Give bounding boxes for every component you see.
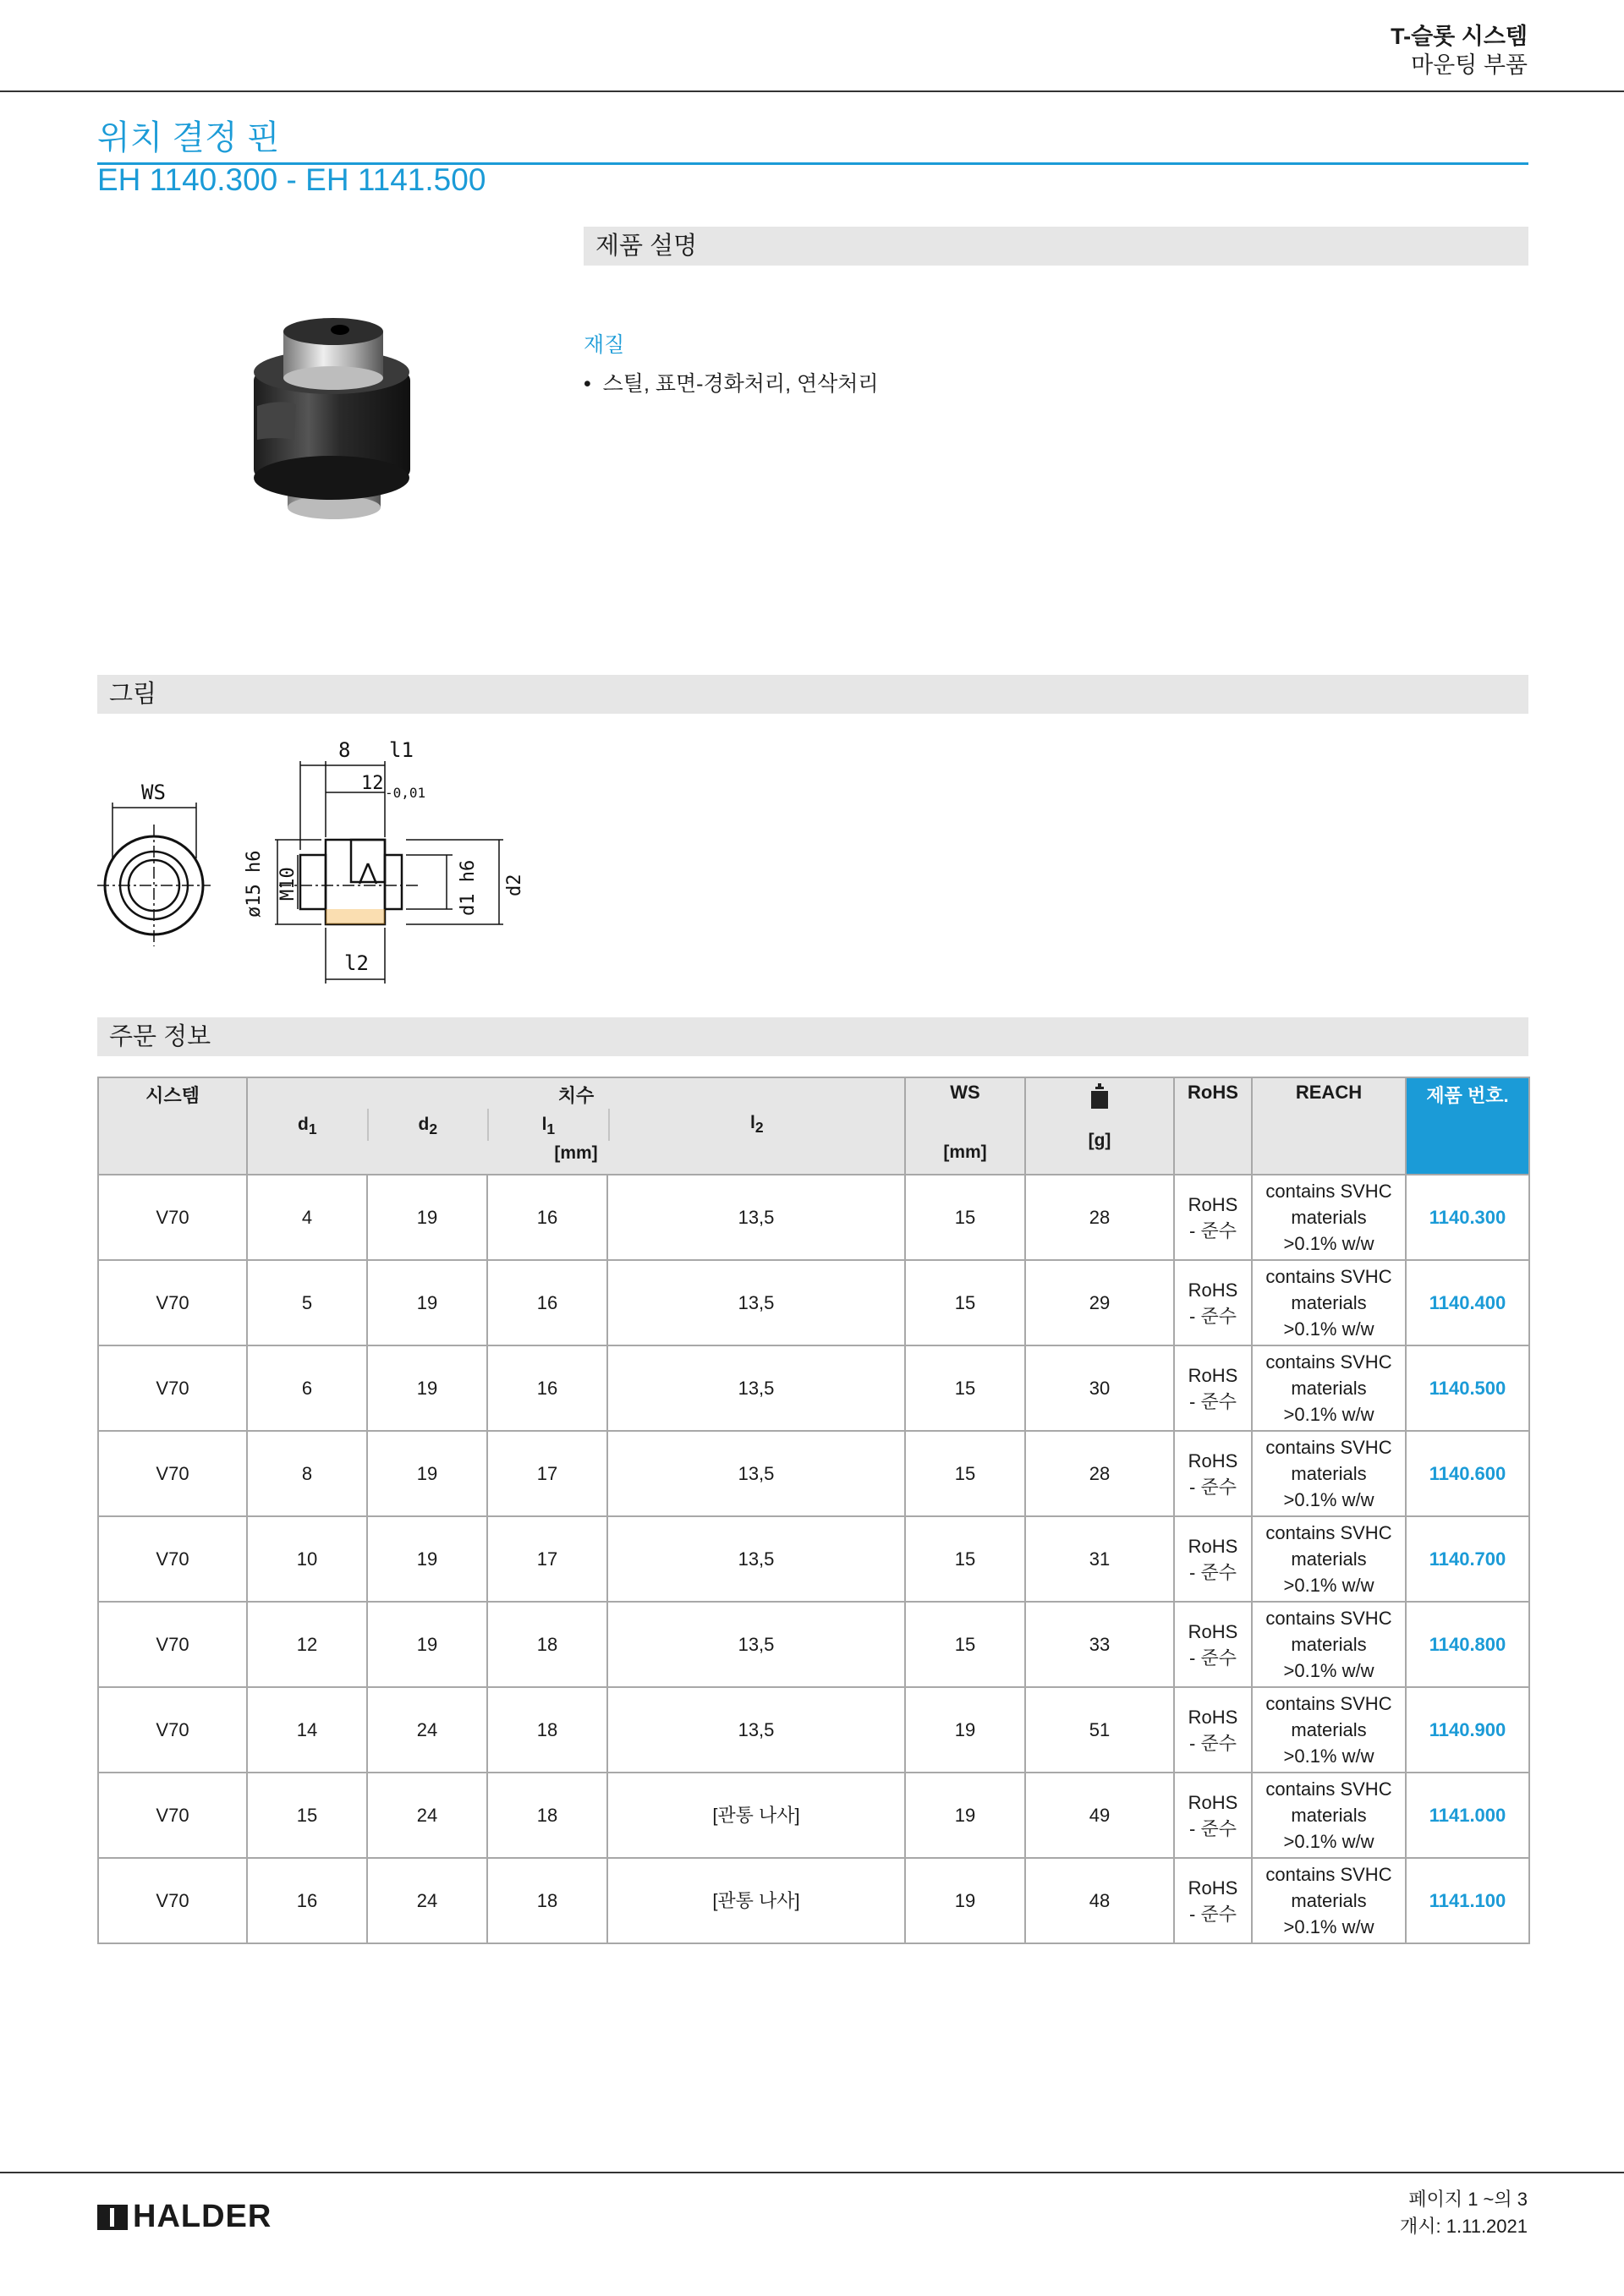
issue-date: 개시: 1.11.2021 bbox=[1400, 2216, 1528, 2237]
cell-ws: 15 bbox=[905, 1260, 1025, 1345]
dimensions-unit: [mm] bbox=[554, 1143, 598, 1163]
ws-label: WS bbox=[141, 781, 166, 804]
header-subcategory: 마운팅 부품 bbox=[1411, 52, 1528, 78]
ws-header-label: WS bbox=[950, 1082, 980, 1103]
figure-heading: 그림 bbox=[97, 675, 1528, 714]
cell-weight: 49 bbox=[1025, 1773, 1174, 1858]
halder-logo-text: HALDER bbox=[133, 2199, 272, 2234]
cell-ws: 19 bbox=[905, 1858, 1025, 1943]
cell-d2: 24 bbox=[367, 1687, 487, 1773]
cell-system: V70 bbox=[98, 1175, 247, 1260]
cell-reach: contains SVHC materials >0.1% w/w bbox=[1252, 1345, 1406, 1431]
cell-l2: [관통 나사] bbox=[607, 1773, 905, 1858]
cell-l2: 13,5 bbox=[607, 1345, 905, 1431]
d1-label: d1 h6 bbox=[458, 859, 479, 916]
l2-label: l2 bbox=[344, 951, 369, 975]
cell-rohs: RoHS - 준수 bbox=[1174, 1431, 1252, 1516]
cell-ws: 19 bbox=[905, 1773, 1025, 1858]
cell-d2: 19 bbox=[367, 1602, 487, 1687]
technical-drawing bbox=[97, 732, 537, 989]
cell-weight: 51 bbox=[1025, 1687, 1174, 1773]
cell-part-no[interactable]: 1140.400 bbox=[1406, 1260, 1529, 1345]
cell-d2: 24 bbox=[367, 1858, 487, 1943]
cell-d1: 6 bbox=[247, 1345, 367, 1431]
table-row bbox=[98, 1858, 1529, 1943]
order-table bbox=[97, 1077, 1530, 1944]
col-l1: $l_1$ bbox=[489, 1109, 610, 1141]
cell-rohs: RoHS - 준수 bbox=[1174, 1345, 1252, 1431]
page-title: 위치 결정 핀 bbox=[97, 119, 280, 156]
cell-d2: 19 bbox=[367, 1260, 487, 1345]
cell-d1: 5 bbox=[247, 1260, 367, 1345]
table-row bbox=[98, 1175, 1529, 1260]
dimensions-label: 치수 bbox=[557, 1085, 595, 1106]
cell-l1: 18 bbox=[487, 1773, 607, 1858]
dim-12-label: 12 bbox=[361, 773, 384, 794]
table-row bbox=[98, 1687, 1529, 1773]
cell-ws: 15 bbox=[905, 1175, 1025, 1260]
cell-l1: 17 bbox=[487, 1431, 607, 1516]
cell-part-no[interactable]: 1140.900 bbox=[1406, 1687, 1529, 1773]
cell-l1: 16 bbox=[487, 1345, 607, 1431]
material-heading: 재질 bbox=[584, 333, 625, 357]
weight-icon bbox=[1090, 1083, 1109, 1109]
cell-weight: 48 bbox=[1025, 1858, 1174, 1943]
cell-part-no[interactable]: 1140.700 bbox=[1406, 1516, 1529, 1602]
header-category: T-슬롯 시스템 bbox=[1391, 24, 1528, 49]
cell-d1: 10 bbox=[247, 1516, 367, 1602]
cell-system: V70 bbox=[98, 1602, 247, 1687]
product-photo bbox=[245, 304, 423, 529]
col-d2: $d_2$ bbox=[369, 1109, 490, 1141]
cell-ws: 15 bbox=[905, 1602, 1025, 1687]
cell-reach: contains SVHC materials >0.1% w/w bbox=[1252, 1773, 1406, 1858]
col-rohs: RoHS bbox=[1174, 1077, 1252, 1175]
cell-d2: 19 bbox=[367, 1516, 487, 1602]
cell-l1: 16 bbox=[487, 1175, 607, 1260]
cell-l2: 13,5 bbox=[607, 1516, 905, 1602]
cell-reach: contains SVHC materials >0.1% w/w bbox=[1252, 1516, 1406, 1602]
page-subtitle: EH 1140.300 - EH 1141.500 bbox=[97, 162, 486, 197]
cell-part-no[interactable]: 1141.000 bbox=[1406, 1773, 1529, 1858]
cell-part-no[interactable]: 1141.100 bbox=[1406, 1858, 1529, 1943]
cell-d1: 16 bbox=[247, 1858, 367, 1943]
weight-unit: [g] bbox=[1088, 1131, 1111, 1150]
tolerance-label: -0,01 bbox=[385, 785, 426, 801]
cell-rohs: RoHS - 준수 bbox=[1174, 1858, 1252, 1943]
col-part-number: 제품 번호. bbox=[1406, 1077, 1529, 1175]
cell-rohs: RoHS - 준수 bbox=[1174, 1516, 1252, 1602]
halder-logo-mark bbox=[97, 2205, 128, 2230]
cell-rohs: RoHS - 준수 bbox=[1174, 1687, 1252, 1773]
cell-l2: [관통 나사] bbox=[607, 1858, 905, 1943]
cell-reach: contains SVHC materials >0.1% w/w bbox=[1252, 1175, 1406, 1260]
d2-label: d2 bbox=[504, 874, 525, 896]
cell-system: V70 bbox=[98, 1773, 247, 1858]
order-info-heading: 주문 정보 bbox=[97, 1017, 1528, 1056]
cell-weight: 33 bbox=[1025, 1602, 1174, 1687]
cell-system: V70 bbox=[98, 1516, 247, 1602]
cell-l1: 18 bbox=[487, 1687, 607, 1773]
header-divider bbox=[0, 90, 1624, 92]
cell-l2: 13,5 bbox=[607, 1431, 905, 1516]
cell-reach: contains SVHC materials >0.1% w/w bbox=[1252, 1687, 1406, 1773]
cell-ws: 15 bbox=[905, 1431, 1025, 1516]
halder-logo bbox=[97, 2199, 272, 2235]
l1-label: l1 bbox=[389, 738, 414, 762]
d15-label: ø15 h6 bbox=[244, 850, 265, 918]
cell-system: V70 bbox=[98, 1345, 247, 1431]
table-row bbox=[98, 1345, 1529, 1431]
cell-l1: 18 bbox=[487, 1602, 607, 1687]
order-table-body bbox=[98, 1175, 1529, 1943]
cell-d2: 19 bbox=[367, 1345, 487, 1431]
cell-d1: 12 bbox=[247, 1602, 367, 1687]
cell-reach: contains SVHC materials >0.1% w/w bbox=[1252, 1431, 1406, 1516]
dimension-subheaders bbox=[248, 1108, 904, 1142]
cell-system: V70 bbox=[98, 1431, 247, 1516]
cell-rohs: RoHS - 준수 bbox=[1174, 1602, 1252, 1687]
cell-rohs: RoHS - 준수 bbox=[1174, 1260, 1252, 1345]
bullet-icon: • bbox=[584, 372, 603, 396]
cell-ws: 19 bbox=[905, 1687, 1025, 1773]
cell-weight: 31 bbox=[1025, 1516, 1174, 1602]
cell-weight: 28 bbox=[1025, 1431, 1174, 1516]
page-info bbox=[1400, 2186, 1528, 2240]
table-row bbox=[98, 1773, 1529, 1858]
material-text: 스틸, 표면-경화처리, 연삭처리 bbox=[602, 372, 879, 396]
cell-l1: 16 bbox=[487, 1260, 607, 1345]
col-ws bbox=[905, 1077, 1025, 1175]
col-dimensions bbox=[247, 1077, 905, 1175]
col-d1: $d_1$ bbox=[248, 1109, 369, 1141]
cell-rohs: RoHS - 준수 bbox=[1174, 1773, 1252, 1858]
cell-d1: 8 bbox=[247, 1431, 367, 1516]
cell-d2: 24 bbox=[367, 1773, 487, 1858]
cell-system: V70 bbox=[98, 1260, 247, 1345]
document-header bbox=[1391, 22, 1528, 79]
table-row bbox=[98, 1516, 1529, 1602]
cell-ws: 15 bbox=[905, 1345, 1025, 1431]
product-description-heading: 제품 설명 bbox=[584, 227, 1528, 266]
footer-divider bbox=[0, 2172, 1624, 2173]
cell-ws: 15 bbox=[905, 1516, 1025, 1602]
material-list-item bbox=[584, 367, 879, 397]
table-row bbox=[98, 1260, 1529, 1345]
cell-weight: 28 bbox=[1025, 1175, 1174, 1260]
table-row bbox=[98, 1431, 1529, 1516]
cell-system: V70 bbox=[98, 1687, 247, 1773]
cell-part-no[interactable]: 1140.600 bbox=[1406, 1431, 1529, 1516]
col-l2: $l_2$ bbox=[750, 1112, 764, 1137]
cell-l2: 13,5 bbox=[607, 1175, 905, 1260]
cell-part-no[interactable]: 1140.500 bbox=[1406, 1345, 1529, 1431]
cell-reach: contains SVHC materials >0.1% w/w bbox=[1252, 1858, 1406, 1943]
cell-l2: 13,5 bbox=[607, 1602, 905, 1687]
cell-reach: contains SVHC materials >0.1% w/w bbox=[1252, 1260, 1406, 1345]
cell-rohs: RoHS - 준수 bbox=[1174, 1175, 1252, 1260]
cell-part-no[interactable]: 1140.300 bbox=[1406, 1175, 1529, 1260]
page-number: 페이지 1 ~의 3 bbox=[1408, 2189, 1528, 2210]
cell-d1: 4 bbox=[247, 1175, 367, 1260]
cell-l1: 17 bbox=[487, 1516, 607, 1602]
m10-label: M10 bbox=[277, 867, 299, 901]
cell-l2: 13,5 bbox=[607, 1260, 905, 1345]
col-reach: REACH bbox=[1252, 1077, 1406, 1175]
cell-weight: 29 bbox=[1025, 1260, 1174, 1345]
table-row bbox=[98, 1602, 1529, 1687]
cell-l1: 18 bbox=[487, 1858, 607, 1943]
col-system: 시스템 bbox=[98, 1077, 247, 1175]
cell-reach: contains SVHC materials >0.1% w/w bbox=[1252, 1602, 1406, 1687]
col-weight bbox=[1025, 1077, 1174, 1175]
cell-l2: 13,5 bbox=[607, 1687, 905, 1773]
ws-unit: [mm] bbox=[943, 1143, 987, 1162]
cell-d1: 14 bbox=[247, 1687, 367, 1773]
cell-d2: 19 bbox=[367, 1175, 487, 1260]
cell-system: V70 bbox=[98, 1858, 247, 1943]
cell-weight: 30 bbox=[1025, 1345, 1174, 1431]
dim-8-label: 8 bbox=[338, 738, 351, 762]
cell-part-no[interactable]: 1140.800 bbox=[1406, 1602, 1529, 1687]
cell-d2: 19 bbox=[367, 1431, 487, 1516]
cell-d1: 15 bbox=[247, 1773, 367, 1858]
